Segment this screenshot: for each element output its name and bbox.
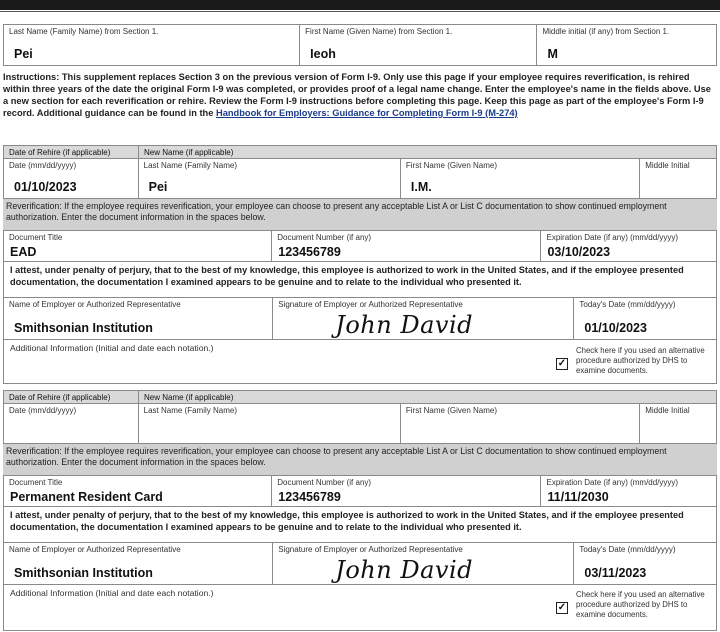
- first-name-label: First Name (Given Name) from Section 1.: [305, 27, 453, 36]
- s2-exp-date-label: Expiration Date (if any) (mm/dd/yyyy): [546, 478, 679, 487]
- last-name-value: Pei: [14, 47, 33, 61]
- s2-doc-title-label: Document Title: [9, 478, 63, 487]
- s1-doc-title-field[interactable]: [4, 231, 272, 261]
- s1-exp-date-value: 03/10/2023: [547, 245, 611, 259]
- s2-additional-info-label: Additional Information (Initial and date each notation.): [10, 588, 214, 598]
- s2-doc-title-value: Permanent Resident Card: [10, 490, 163, 504]
- section2-signature-row: [3, 543, 717, 585]
- s1-employer-field[interactable]: [4, 298, 273, 339]
- middle-initial-value: M: [547, 47, 558, 61]
- top-bar: [0, 0, 720, 10]
- s2-date-field[interactable]: [4, 404, 139, 443]
- s1-last-name-label: Last Name (Family Name): [143, 161, 237, 170]
- section1-document-row: [3, 230, 717, 262]
- middle-initial-label: Middle initial (if any) from Section 1.: [542, 27, 670, 36]
- s2-doc-title-field[interactable]: [4, 476, 272, 506]
- s2-todays-date-value: 03/11/2023: [584, 566, 647, 580]
- handbook-link[interactable]: Handbook for Employers: Guidance for Completing Form I-9 (M-274): [215, 108, 518, 118]
- middle-initial-field[interactable]: [537, 25, 716, 65]
- employee-name-row: [3, 24, 717, 66]
- s2-employer-label: Name of Employer or Authorized Representative: [9, 545, 181, 554]
- s1-middle-initial-label: Middle Initial: [645, 161, 690, 170]
- s1-last-name-value: Pei: [148, 180, 168, 194]
- s1-todays-date-label: Today's Date (mm/dd/yyyy): [579, 300, 676, 309]
- s1-doc-number-label: Document Number (if any): [277, 233, 372, 242]
- s1-employer-value: Smithsonian Institution: [14, 321, 153, 335]
- s1-middle-initial-field[interactable]: [640, 159, 716, 198]
- s2-todays-date-field[interactable]: [574, 543, 716, 584]
- section2-name-row: [3, 404, 717, 444]
- instructions-text: Instructions: This supplement replaces Section 3 on the previous version of Form I-9. Only use this page if your employee requires reverification, is rehired within three years of the date the original Form I-9 was completed, or provides proof of a legal name change. Enter the employee's name in the fields above. Use a new section for each reverification or rehire. Review the Form I-9 instructions before completing this page. Keep this page as part of the employee's Form I-9 record. Additional guidance can be found in the: [3, 72, 711, 118]
- s1-alt-procedure-checkbox[interactable]: ✓: [557, 358, 567, 369]
- s2-additional-info[interactable]: [3, 585, 717, 631]
- s2-alt-procedure-label: Check here if you used an alternative procedure authorized by DHS to examine documents.: [576, 590, 705, 619]
- s1-alt-procedure-label: Check here if you used an alternative procedure authorized by DHS to examine documents.: [576, 346, 705, 375]
- s1-attestation: I attest, under penalty of perjury, that to the best of my knowledge, this employee is authorized to work in the United States, and if the employee presented documentation, the documentation I examined appears to be genuine and to relate to the individual who presented it.: [3, 262, 717, 298]
- s1-doc-number-value: 123456789: [278, 245, 341, 259]
- s2-date-of-rehire-label: Date of Rehire (if applicable): [4, 391, 139, 403]
- s2-doc-number-label: Document Number (if any): [277, 478, 372, 487]
- s2-last-name-label: Last Name (Family Name): [143, 406, 237, 415]
- top-divider: [0, 11, 720, 12]
- section1-name-row: [3, 159, 717, 199]
- section1-signature-row: [3, 298, 717, 340]
- s1-doc-title-value: EAD: [10, 245, 37, 259]
- date-of-rehire-label: Date of Rehire (if applicable): [4, 146, 139, 158]
- first-name-field[interactable]: [300, 25, 537, 65]
- section2-header: [3, 390, 717, 404]
- s1-date-value: 01/10/2023: [14, 180, 77, 194]
- s2-signature-value: John David: [335, 556, 473, 584]
- s2-todays-date-label: Today's Date (mm/dd/yyyy): [579, 545, 676, 554]
- s1-first-name-field[interactable]: [401, 159, 640, 198]
- s2-employer-field[interactable]: [4, 543, 273, 584]
- s2-last-name-field[interactable]: [139, 404, 401, 443]
- s1-todays-date-field[interactable]: [574, 298, 716, 339]
- s2-first-name-label: First Name (Given Name): [405, 406, 497, 415]
- s2-attestation: I attest, under penalty of perjury, that to the best of my knowledge, this employee is authorized to work in the United States, and if the employee presented documentation, the documentation I examined appears to be genuine and to relate to the individual who presented it.: [3, 507, 717, 543]
- s1-doc-title-label: Document Title: [9, 233, 63, 242]
- section1-header: [3, 145, 717, 159]
- s1-exp-date-label: Expiration Date (if any) (mm/dd/yyyy): [546, 233, 679, 242]
- s1-reverification-band: Reverification: If the employee requires reverification, your employee can choose to present any acceptable List A or List C documentation to show continued employment authorization. Enter the document information in the spaces below.: [3, 199, 717, 230]
- s2-new-name-label: New Name (if applicable): [144, 393, 234, 402]
- s2-exp-date-value: 11/11/2030: [547, 490, 609, 504]
- last-name-field[interactable]: [4, 25, 300, 65]
- s2-first-name-field[interactable]: [401, 404, 640, 443]
- instructions: [3, 71, 715, 119]
- s1-date-label: Date (mm/dd/yyyy): [9, 161, 77, 170]
- s2-signature-field[interactable]: [273, 543, 574, 584]
- s1-todays-date-value: 01/10/2023: [584, 321, 647, 335]
- s1-date-field[interactable]: [4, 159, 139, 198]
- s2-middle-initial-field[interactable]: [640, 404, 716, 443]
- section2-document-row: [3, 475, 717, 507]
- s1-signature-value: John David: [335, 311, 473, 339]
- s2-doc-number-field[interactable]: [272, 476, 541, 506]
- s2-alt-procedure-checkbox[interactable]: ✓: [557, 602, 567, 613]
- s2-signature-label: Signature of Employer or Authorized Representative: [278, 545, 463, 554]
- s2-employer-value: Smithsonian Institution: [14, 566, 153, 580]
- s1-additional-info-label: Additional Information (Initial and date each notation.): [10, 343, 214, 353]
- s1-exp-date-field[interactable]: [541, 231, 716, 261]
- s1-signature-field[interactable]: [273, 298, 574, 339]
- s1-first-name-label: First Name (Given Name): [405, 161, 497, 170]
- last-name-label: Last Name (Family Name) from Section 1.: [9, 27, 159, 36]
- first-name-value: Ieoh: [310, 47, 336, 61]
- s2-date-label: Date (mm/dd/yyyy): [9, 406, 77, 415]
- s1-last-name-field[interactable]: [139, 159, 401, 198]
- s2-reverification-band: Reverification: If the employee requires reverification, your employee can choose to present any acceptable List A or List C documentation to show continued employment authorization. Enter the document information in the spaces below.: [3, 444, 717, 475]
- s1-first-name-value: I.M.: [410, 180, 432, 194]
- s2-middle-initial-label: Middle Initial: [645, 406, 690, 415]
- new-name-label: New Name (if applicable): [144, 148, 234, 157]
- s1-signature-label: Signature of Employer or Authorized Representative: [278, 300, 463, 309]
- s1-doc-number-field[interactable]: [272, 231, 541, 261]
- s2-exp-date-field[interactable]: [541, 476, 716, 506]
- s1-additional-info[interactable]: [3, 340, 717, 384]
- s2-doc-number-value: 123456789: [278, 490, 341, 504]
- s1-employer-label: Name of Employer or Authorized Representative: [9, 300, 181, 309]
